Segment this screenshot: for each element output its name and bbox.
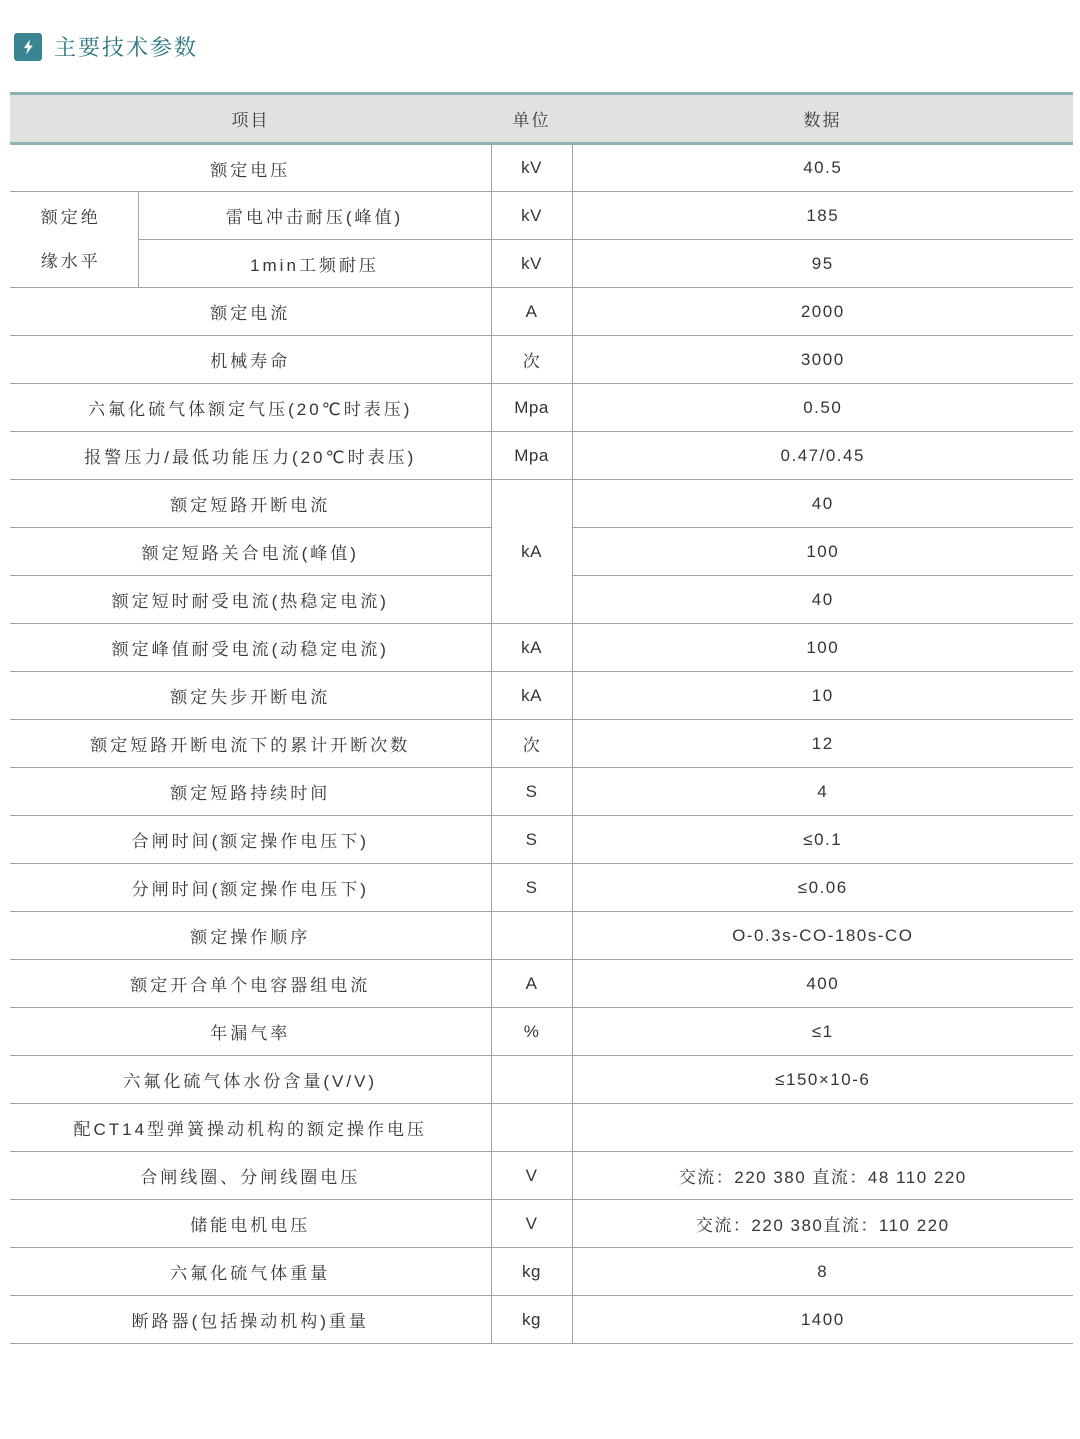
table-row: [10, 672, 1073, 720]
value-cell: 2000: [572, 288, 1073, 336]
unit-cell: kg: [491, 1248, 572, 1296]
unit-cell: [491, 912, 572, 960]
item-cell: 额定电压: [10, 144, 491, 192]
item-cell: 六氟化硫气体水份含量(V/V): [10, 1056, 491, 1104]
unit-cell: kV: [491, 144, 572, 192]
item-cell: 报警压力/最低功能压力(20℃时表压): [10, 432, 491, 480]
value-cell: 185: [572, 192, 1073, 240]
value-cell: 100: [572, 528, 1073, 576]
table-row: [10, 240, 1073, 288]
unit-cell: S: [491, 816, 572, 864]
item-cell: 六氟化硫气体重量: [10, 1248, 491, 1296]
value-cell: 1400: [572, 1296, 1073, 1344]
unit-cell: kg: [491, 1296, 572, 1344]
lightning-icon: [14, 33, 42, 61]
unit-cell: V: [491, 1152, 572, 1200]
unit-cell: S: [491, 768, 572, 816]
value-cell: 40.5: [572, 144, 1073, 192]
unit-cell: [491, 1056, 572, 1104]
item-cell: 1min工频耐压: [138, 240, 491, 288]
item-cell: 分闸时间(额定操作电压下): [10, 864, 491, 912]
unit-cell: 次: [491, 336, 572, 384]
unit-cell: kA: [491, 672, 572, 720]
group-label-cell: [10, 192, 138, 288]
page-title: 主要技术参数: [54, 35, 199, 60]
header-row: [10, 94, 1073, 144]
unit-cell: %: [491, 1008, 572, 1056]
value-cell: 交流：220 380 直流：48 110 220: [572, 1152, 1073, 1200]
value-cell: 4: [572, 768, 1073, 816]
value-cell: 8: [572, 1248, 1073, 1296]
value-cell: O-0.3s-CO-180s-CO: [572, 912, 1073, 960]
value-cell: 0.50: [572, 384, 1073, 432]
item-cell: 机械寿命: [10, 336, 491, 384]
table-row: [10, 480, 1073, 528]
table-row: [10, 384, 1073, 432]
unit-cell: S: [491, 864, 572, 912]
unit-cell: V: [491, 1200, 572, 1248]
item-cell: 合闸线圈、分闸线圈电压: [10, 1152, 491, 1200]
item-cell: 储能电机电压: [10, 1200, 491, 1248]
col-header-unit: 单位: [491, 94, 572, 144]
unit-cell: A: [491, 288, 572, 336]
unit-cell: Mpa: [491, 384, 572, 432]
table-row: [10, 720, 1073, 768]
unit-cell: kA: [491, 624, 572, 672]
table-row: [10, 1248, 1073, 1296]
group-label: 额定绝缘水平: [40, 207, 101, 271]
table-row: [10, 960, 1073, 1008]
table-row: [10, 1008, 1073, 1056]
item-cell: 额定短路关合电流(峰值): [10, 528, 491, 576]
unit-cell: 次: [491, 720, 572, 768]
value-cell: 95: [572, 240, 1073, 288]
value-cell: 12: [572, 720, 1073, 768]
table-row: [10, 192, 1073, 240]
value-cell: ≤0.06: [572, 864, 1073, 912]
value-cell: ≤1: [572, 1008, 1073, 1056]
table-row: [10, 288, 1073, 336]
item-cell: 六氟化硫气体额定气压(20℃时表压): [10, 384, 491, 432]
value-cell: 10: [572, 672, 1073, 720]
unit-cell: [491, 1104, 572, 1152]
section-header: [14, 31, 1080, 62]
item-cell: 额定短路开断电流下的累计开断次数: [10, 720, 491, 768]
unit-cell: kA: [491, 480, 572, 624]
table-row: [10, 1056, 1073, 1104]
table-row: [10, 624, 1073, 672]
col-header-item: 项目: [10, 94, 491, 144]
value-cell: 3000: [572, 336, 1073, 384]
item-cell: 年漏气率: [10, 1008, 491, 1056]
value-cell: [572, 1104, 1073, 1152]
item-cell: 额定短路持续时间: [10, 768, 491, 816]
table-row: [10, 864, 1073, 912]
item-cell: 额定失步开断电流: [10, 672, 491, 720]
table-row: [10, 1104, 1073, 1152]
value-cell: 400: [572, 960, 1073, 1008]
item-cell: 配CT14型弹簧操动机构的额定操作电压: [10, 1104, 491, 1152]
value-cell: ≤0.1: [572, 816, 1073, 864]
unit-cell: Mpa: [491, 432, 572, 480]
item-cell: 额定短路开断电流: [10, 480, 491, 528]
specs-table: [10, 92, 1073, 1344]
item-cell: 雷电冲击耐压(峰值): [138, 192, 491, 240]
item-cell: 额定峰值耐受电流(动稳定电流): [10, 624, 491, 672]
item-cell: 合闸时间(额定操作电压下): [10, 816, 491, 864]
unit-cell: A: [491, 960, 572, 1008]
value-cell: 0.47/0.45: [572, 432, 1073, 480]
value-cell: ≤150×10-6: [572, 1056, 1073, 1104]
item-cell: 额定电流: [10, 288, 491, 336]
table-row: [10, 768, 1073, 816]
col-header-data: 数据: [572, 94, 1073, 144]
table-row: [10, 1152, 1073, 1200]
unit-cell: kV: [491, 192, 572, 240]
table-row: [10, 432, 1073, 480]
item-cell: 额定操作顺序: [10, 912, 491, 960]
value-cell: 交流：220 380直流：110 220: [572, 1200, 1073, 1248]
table-row: [10, 912, 1073, 960]
item-cell: 额定短时耐受电流(热稳定电流): [10, 576, 491, 624]
item-cell: 断路器(包括操动机构)重量: [10, 1296, 491, 1344]
table-row: [10, 1200, 1073, 1248]
unit-cell: kV: [491, 240, 572, 288]
value-cell: 40: [572, 480, 1073, 528]
value-cell: 100: [572, 624, 1073, 672]
table-row: [10, 144, 1073, 192]
item-cell: 额定开合单个电容器组电流: [10, 960, 491, 1008]
table-row: [10, 816, 1073, 864]
table-row: [10, 336, 1073, 384]
value-cell: 40: [572, 576, 1073, 624]
table-row: [10, 1296, 1073, 1344]
